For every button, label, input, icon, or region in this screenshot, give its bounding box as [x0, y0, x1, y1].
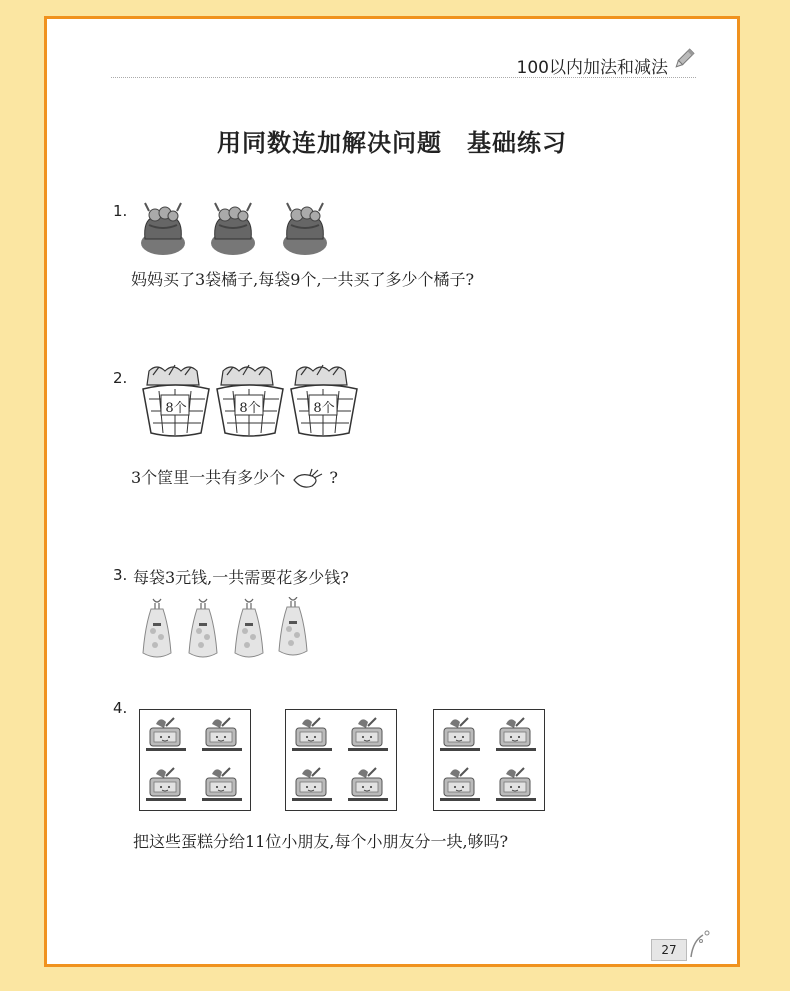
- cake-group-2: [285, 709, 397, 811]
- question-4-text: 把这些蛋糕分给11位小朋友,每个小朋友分一块,够吗?: [133, 832, 509, 851]
- pencil-icon: [672, 47, 696, 71]
- cake-group-1: [139, 709, 251, 811]
- page-title: 用同数连加解决问题 基础练习: [217, 128, 567, 157]
- orange-sacks-image: [139, 199, 339, 259]
- page-number: 27: [651, 939, 687, 961]
- question-2-text-end: ?: [329, 468, 338, 487]
- question-2-text: 3个筐里一共有多少个: [131, 468, 286, 487]
- cake-group-2-image: [286, 710, 396, 810]
- basket-label-3: 8个: [313, 401, 335, 416]
- cake-group-3: [433, 709, 545, 811]
- question-3-number: 3.: [113, 566, 128, 584]
- question-1-number: 1.: [113, 202, 128, 220]
- basket-label-1: 8个: [165, 401, 187, 416]
- question-4-number: 4.: [113, 699, 128, 717]
- carrot-baskets-image: [139, 363, 369, 443]
- header-title: 100以内加法和减法: [516, 58, 668, 78]
- carrot-icon: [290, 468, 324, 490]
- brush-stroke-icon: [687, 929, 713, 959]
- bags-image: [139, 597, 319, 663]
- header-bar: [111, 49, 696, 78]
- question-3-text: 每袋3元钱,一共需要花多少钱?: [133, 568, 349, 587]
- question-1-text: 妈妈买了3袋橘子,每袋9个,一共买了多少个橘子?: [131, 270, 475, 289]
- cake-group-3-image: [434, 710, 544, 810]
- question-2-number: 2.: [113, 369, 128, 387]
- page-sheet: [44, 16, 740, 967]
- question-2-line: [131, 465, 338, 490]
- cake-group-1-image: [140, 710, 250, 810]
- basket-label-2: 8个: [239, 401, 261, 416]
